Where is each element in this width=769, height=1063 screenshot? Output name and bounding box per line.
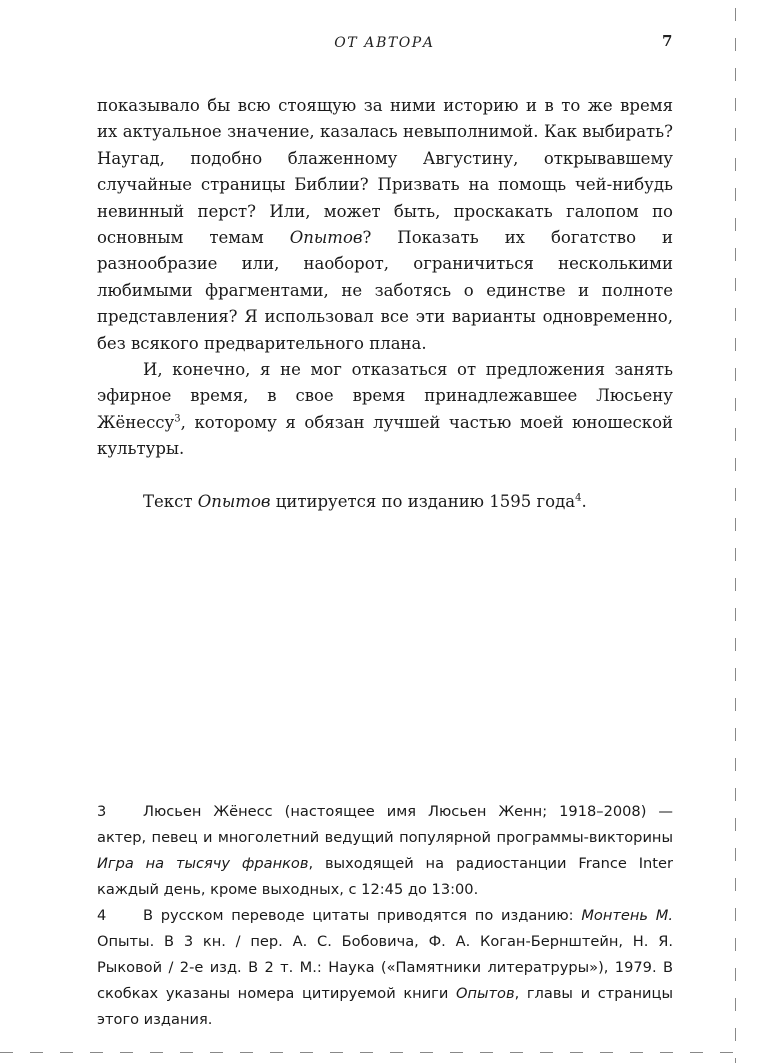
running-head: ОТ АВТОРА <box>334 35 435 51</box>
book-title: Опытов <box>197 491 271 511</box>
crop-mark-horizontal <box>0 1052 740 1053</box>
body-text <box>97 93 673 515</box>
footnote: 4 В русском переводе цитаты приводятся по изданию: Монтень М. Опыты. В 3 кн. / пер. А. С. Бобовича, Ф. А. Коган-Бернштейн, Н. Я. Рыковой / 2-е изд. В 2 т. М.: Наука («Памятники литератруры»), 1979. В скобках указаны номера цитируемой книги Опытов, главы и страницы этого издания. <box>97 903 673 1033</box>
edition-note: Текст Опытов цитируется по изданию 1595 года$^4$. <box>143 491 587 511</box>
book-title: Опытов <box>289 228 363 248</box>
author-name: Монтень М. <box>581 907 673 924</box>
paragraph: показывало бы всю стоящую за ними историю и в то же время их актуальное значение, казалась невыполнимой. Как выбирать? Наугад, подобно блаженному Августину, открывавшему случайные страницы Библии? Призвать на помощь чей-нибудь невинный перст? Или, может быть, проскакать галопом по основным темам Опытов? Показать их богатство и разнообразие или, наоборот, ограничиться несколькими любимыми фрагментами, не заботясь о единстве и полноте представления? Я использовал все эти варианты одновременно, без всякого предварительного плана. <box>97 96 673 353</box>
footnote-ref[interactable]: 3 <box>174 413 181 425</box>
footnote-number: 4 <box>97 907 107 924</box>
footnote-ref[interactable]: 4 <box>575 492 582 504</box>
footnotes <box>97 799 673 1033</box>
footnote: 3 Люсьен Жёнесс (настоящее имя Люсьен Женн; 1918–2008) — актер, певец и многолетний ведущий популярной программы-викторины Игра на тысячу франков, выходящей на радиостанции France Inter каждый день, кроме выходных, с 12:45 до 13:00. <box>97 799 673 903</box>
paragraph: И, конечно, я не мог отказаться от предложения занять эфирное время, в свое время принадлежавшее Люсьену Жёнессу$^3$, которому я обязан лучшей частью моей юношеской культуры. <box>97 360 673 459</box>
page-number: 7 <box>662 32 673 50</box>
footnote-number: 3 <box>97 803 107 820</box>
program-title: Игра на тысячу франков <box>97 855 309 872</box>
crop-mark-vertical <box>735 8 736 1063</box>
book-title: Опытов <box>456 985 515 1002</box>
